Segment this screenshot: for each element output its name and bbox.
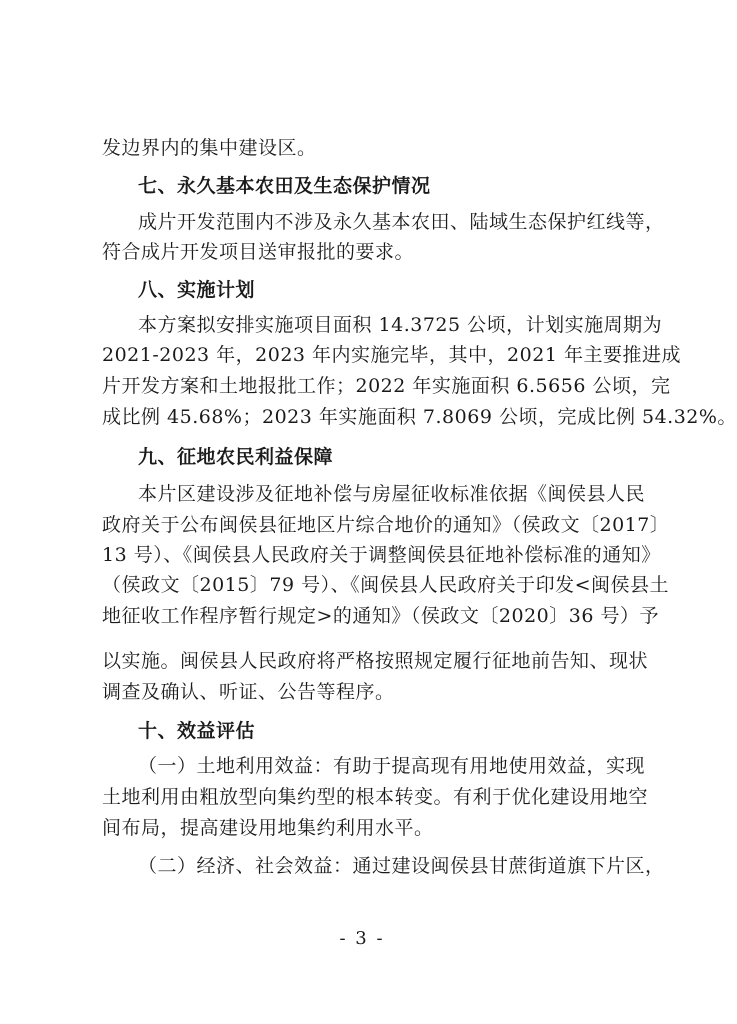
section-heading-8: 八、实施计划 (138, 279, 256, 301)
paragraph-line: 符合成片开发项目送审报批的要求。 (102, 241, 415, 263)
paragraph-line: 调查及确认、听证、公告等程序。 (102, 681, 395, 703)
paragraph-line: 2021-2023 年，2023 年内实施完毕，其中，2021 年主要推进成 (102, 344, 681, 366)
page-number: - 3 - (339, 928, 385, 949)
paragraph-line: 发边界内的集中建设区。 (102, 137, 317, 159)
paragraph-line: 片开发方案和土地报批工作；2022 年实施面积 6.5656 公顷，完 (102, 375, 671, 397)
paragraph-line: 本片区建设涉及征地补偿与房屋征收标准依据《闽侯县人民 (138, 483, 646, 505)
paragraph-line: 本方案拟安排实施项目面积 14.3725 公顷，计划实施周期为 (138, 314, 663, 336)
paragraph-line: 成片开发范围内不涉及永久基本农田、陆域生态保护红线等， (138, 211, 665, 233)
section-heading-9: 九、征地农民利益保障 (138, 446, 334, 468)
section-heading-10: 十、效益评估 (138, 720, 256, 742)
paragraph-line: （二）经济、社会效益：通过建设闽侯县甘蔗街道旗下片区， (138, 855, 665, 877)
paragraph-line: 间布局，提高建设用地集约利用水平。 (102, 817, 434, 839)
paragraph-line: 地征收工作程序暂行规定>的通知》（侯政文〔2020〕36 号）予 (102, 605, 659, 627)
paragraph-line: 以实施。闽侯县人民政府将严格按照规定履行征地前告知、现状 (102, 650, 649, 672)
paragraph-line: （一）土地利用效益：有助于提高现有用地使用效益，实现 (138, 755, 646, 777)
paragraph-line: 成比例 45.68%；2023 年实施面积 7.8069 公顷，完成比例 54.32%。 (102, 406, 737, 428)
paragraph-line: 13 号）、《闽侯县人民政府关于调整闽侯县征地补偿标准的通知》 (102, 544, 661, 566)
section-heading-7: 七、永久基本农田及生态保护情况 (138, 175, 431, 197)
paragraph-line: （侯政文〔2015〕79 号）、《闽侯县人民政府关于印发<闽侯县土 (102, 574, 669, 596)
paragraph-line: 政府关于公布闽侯县征地区片综合地价的通知》（侯政文〔2017〕 (102, 514, 670, 536)
paragraph-line: 土地利用由粗放型向集约型的根本转变。有利于优化建设用地空 (102, 786, 649, 808)
